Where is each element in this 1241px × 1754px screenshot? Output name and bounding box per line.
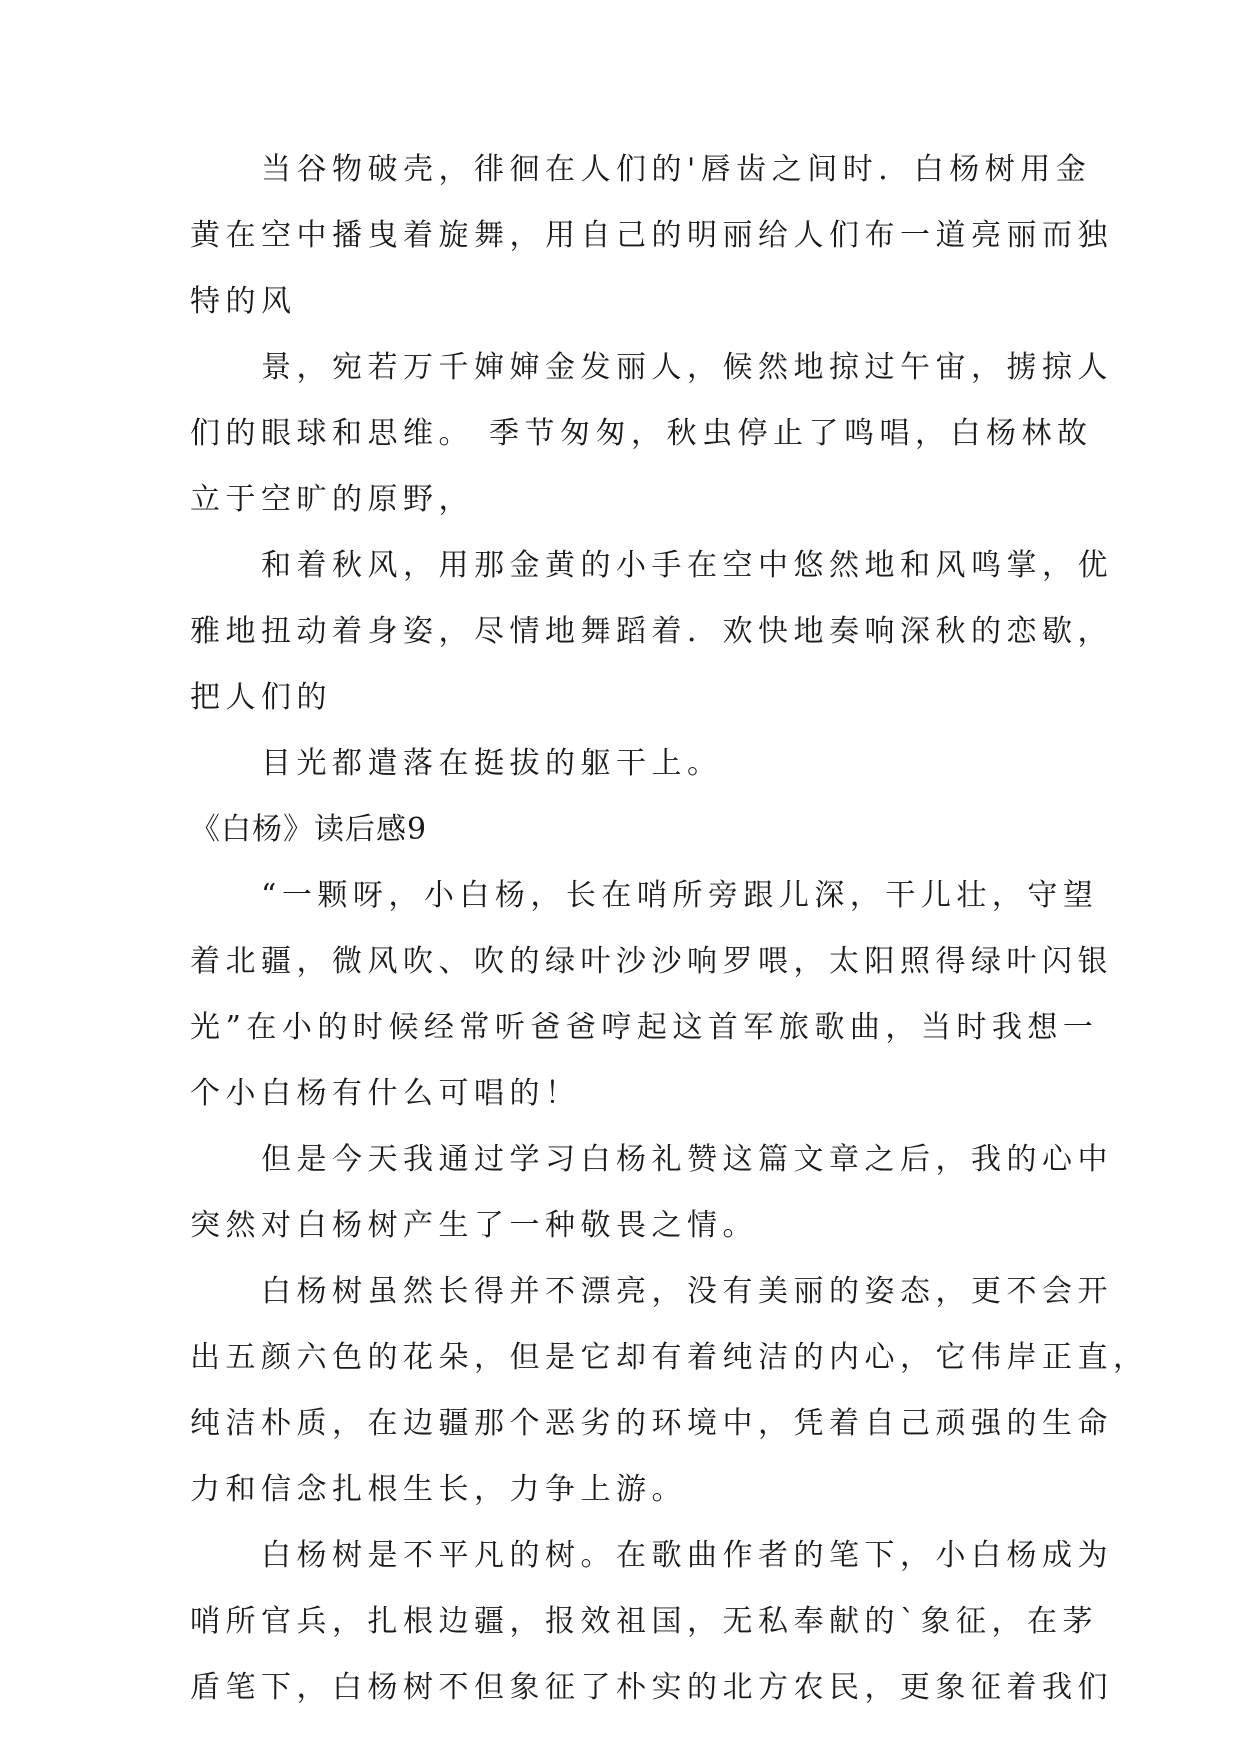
body-text-line: 景，宛若万千婶婶金发丽人，候然地掠过午宙，掳掠人 bbox=[190, 350, 1113, 385]
body-text-line: 把人们的 bbox=[190, 680, 332, 715]
body-text-line: 盾笔下，白杨树不但象征了朴实的北方农民，更象征着我们 bbox=[190, 1670, 1113, 1705]
body-text-line: 黄在空中播曳着旋舞，用自己的明丽给人们布一道亮丽而独 bbox=[190, 218, 1113, 253]
body-text-line: 但是今天我通过学习白杨礼赞这篇文章之后，我的心中 bbox=[190, 1142, 1113, 1177]
section-title: 《白杨》读后感9 bbox=[190, 812, 428, 847]
body-text-line: 出五颜六色的花朵，但是它却有着纯洁的内心，它伟岸正直， bbox=[190, 1340, 1149, 1375]
body-text-line: 哨所官兵，扎根边疆，报效祖国，无私奉献的`象征，在茅 bbox=[190, 1604, 1098, 1639]
body-text-line: 纯洁朴质，在边疆那个恶劣的环境中，凭着自己顽强的生命 bbox=[190, 1406, 1113, 1441]
body-text-line: 和着秋风，用那金黄的小手在空中悠然地和风鸣掌，优 bbox=[190, 548, 1113, 583]
body-text-line: 突然对白杨树产生了一种敬畏之情。 bbox=[190, 1208, 758, 1243]
body-text-line: 目光都遣落在挺拔的躯干上。 bbox=[190, 746, 723, 781]
body-text-line: 着北疆，微风吹、吹的绿叶沙沙响罗喂，太阳照得绿叶闪银 bbox=[190, 944, 1113, 979]
body-text-line: 白杨树虽然长得并不漂亮，没有美丽的姿态，更不会开 bbox=[190, 1274, 1113, 1309]
body-text-line: 白杨树是不平凡的树。在歌曲作者的笔下，小白杨成为 bbox=[190, 1538, 1113, 1573]
body-text-line: 特的风 bbox=[190, 284, 297, 319]
body-text-line: 力和信念扎根生长，力争上游。 bbox=[190, 1472, 687, 1507]
body-text-line: 立于空旷的原野， bbox=[190, 482, 474, 517]
body-text-line: 们的眼球和思维。 季节匆匆，秋虫停止了鸣唱，白杨林故 bbox=[190, 416, 1093, 451]
body-text-line: 雅地扭动着身姿，尽情地舞蹈着．欢快地奏响深秋的恋歇， bbox=[190, 614, 1113, 649]
body-text-line: 个小白杨有什么可唱的！ bbox=[190, 1076, 581, 1111]
body-text-line: “一颗呀，小白杨，长在哨所旁跟儿深，干儿壮，守望 bbox=[190, 878, 1099, 913]
body-text-line: 当谷物破壳，徘徊在人们的'唇齿之间时．白杨树用金 bbox=[190, 152, 1092, 187]
body-text-line: 光”在小的时候经常听爸爸哼起这首军旅歌曲，当时我想一 bbox=[190, 1010, 1099, 1045]
